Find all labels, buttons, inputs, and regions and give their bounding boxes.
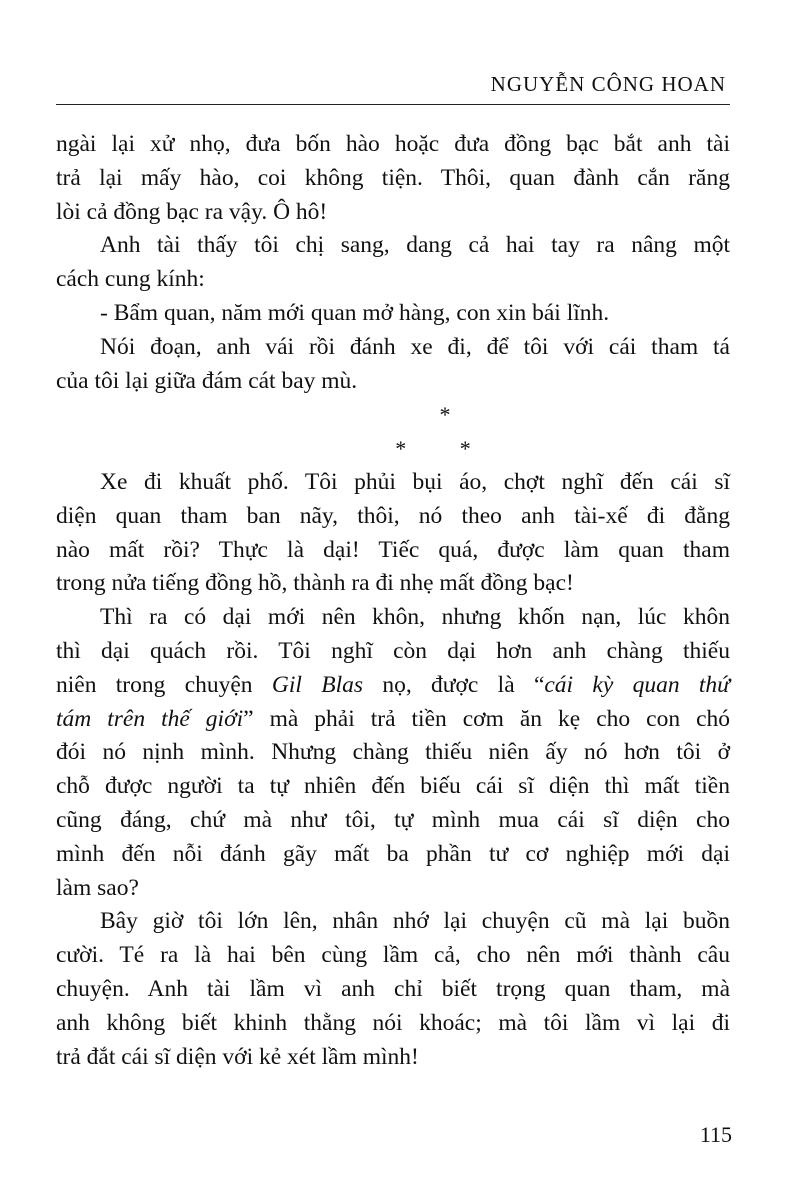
text-line: Anh tài thấy tôi chị sang, dang cả hai tay ra nâng một [100,232,730,259]
text-line: trả đắt cái sĩ diện với kẻ xét lầm mình! [56,1043,419,1070]
quote-italic: tám trên thế giới [56,705,244,732]
section-separator-top: * [439,402,451,428]
paragraph-5 [56,466,730,601]
header-rule [56,104,730,105]
text-line: Bây giờ tôi lớn lên, nhân nhớ lại chuyện cũ mà lại buồn [100,908,730,935]
text-line: mình đến nỗi đánh gãy mất ba phần tư cơ nghiệp mới dại [56,840,730,867]
text-line: Nói đoạn, anh vái rồi đánh xe đi, để tôi với cái tham tá [100,333,730,360]
text-line: cách cung kính: [56,266,205,293]
text-line: niên trong chuyện Gil Blas nọ, được là “cái kỳ quan thứ [56,671,730,698]
text-line: - Bẩm quan, năm mới quan mở hàng, con xin bái lĩnh. [100,299,610,326]
book-title-italic: Gil Blas [271,671,363,698]
text-line: trả lại mấy hào, coi không tiện. Thôi, quan đành cắn răng [56,164,730,191]
text-line: lòi cả đồng bạc ra vậy. Ô hô! [56,198,328,225]
quote-italic: cái kỳ quan thứ [544,671,730,698]
section-separator-bottom: * * [395,436,495,462]
paragraph-7 [56,905,730,1074]
paragraph-6 [56,601,730,905]
text-line: trong nửa tiếng đồng hồ, thành ra đi nhẹ mất đồng bạc! [56,570,574,597]
paragraph-2 [56,229,730,297]
text-line: cười. Té ra là hai bên cùng lầm cả, cho nên mới thành câu [56,942,730,969]
text-line: chuyện. Anh tài lầm vì anh chỉ biết trọng quan tham, mà [56,975,730,1002]
text-line: tám trên thế giới” mà phải trả tiền cơm ăn kẹ cho con chó [56,705,730,732]
text-line: của tôi lại giữa đám cát bay mù. [56,367,358,394]
text-line: đói nó nịnh mình. Nhưng chàng thiếu niên ấy nó hơn tôi ở [56,739,730,766]
paragraph-1 [56,128,730,229]
text-line: làm sao? [56,874,139,901]
text-line: Thì ra có dại mới nên khôn, nhưng khốn nạn, lúc khôn [100,604,730,631]
text-line: Xe đi khuất phố. Tôi phủi bụi áo, chợt nghĩ đến cái sĩ [100,468,730,495]
text-line: anh không biết khinh thằng nói khoác; mà tôi lầm vì lại đi [56,1009,730,1036]
paragraph-4 [56,331,730,399]
paragraph-3-dialogue [56,297,730,331]
text-line: cũng đáng, chứ mà như tôi, tự mình mua cái sĩ diện cho [56,806,730,833]
text-line: thì dại quách rồi. Tôi nghĩ còn dại hơn anh chàng thiếu [56,637,730,664]
text-line: diện quan tham ban nãy, thôi, nó theo anh tài-xế đi đằng [56,502,730,529]
text-line: chỗ được người ta tự nhiên đến biếu cái sĩ diện thì mất tiền [56,773,730,800]
text-line: nào mất rồi? Thực là dại! Tiếc quá, được làm quan tham [56,536,730,563]
running-head-title: NGUYỄN CÔNG HOAN [490,72,726,96]
text-line: ngài lại xử nhọ, đưa bốn hào hoặc đưa đồng bạc bắt anh tài [56,131,730,157]
page-number: 115 [699,1122,732,1147]
page-body [56,128,730,1074]
